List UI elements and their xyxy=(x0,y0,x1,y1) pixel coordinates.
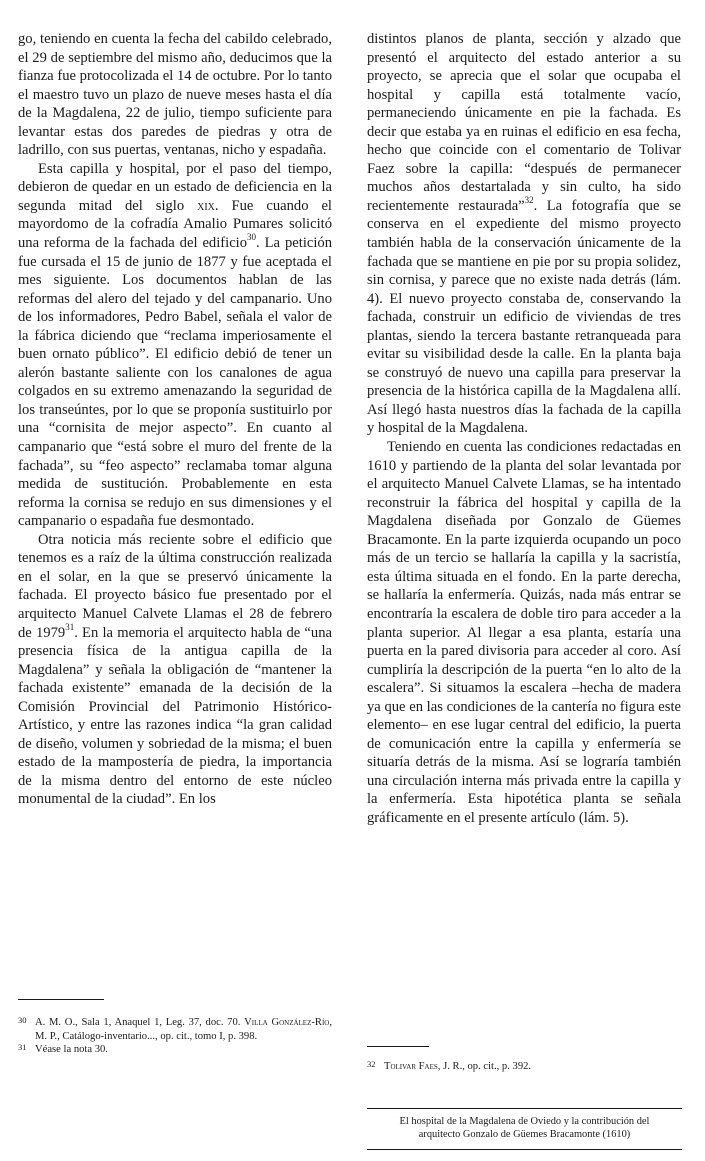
footnote-ref[interactable]: 31 xyxy=(65,621,75,632)
footnote-number: 32 xyxy=(367,1059,376,1069)
footnote: 31 Véase la nota 30. xyxy=(18,1042,108,1056)
footnotes-left xyxy=(18,1016,332,1057)
running-footer-line: arquitecto Gonzalo de Güemes Bracamonte (1610) xyxy=(418,1128,631,1140)
footnotes-right xyxy=(367,1060,681,1074)
footnote-divider xyxy=(367,1046,429,1047)
century-numeral: xix xyxy=(197,197,215,214)
footnote-ref[interactable]: 32 xyxy=(524,195,534,206)
paragraph: Teniendo en cuenta las condiciones redactadas en 1610 y partiendo de la planta del solar levantada por el arquitecto Manuel Calvete Llamas, se ha intentado reconstruir la fábrica del hospital y capilla de la Magdalena diseñada por Gonzalo de Güemes Bracamonte. En la parte izquierda ocupando un poco más de un tercio se hallaría la capilla y la sacristía, esta última situada en el fondo. En la parte derecha, se hallaría la enfermería. Quizás, nada más entrar se encontraría la escalera de doble tiro para acceder a la planta superior. Al llegar a esa planta, estaría una puerta en la pared divisoria para acceder al coro. Así cumpliría la descripción de la puerta “en lo alto de la escalera”. Si situamos la escalera –hecha de madera ya que en las condiciones de la cantería no figura este elemento– en ese lugar central del edificio, la puerta de comunicación entre la capilla y enfermería se situaría detrás de la misma. Así se lograría también una circulación interna más privada entre la capilla y la enfermería. Esta hipotética planta se señala gráficamente en el presente artículo (lám. 5). xyxy=(367,439,681,826)
footnote-ref[interactable]: 30 xyxy=(247,232,257,243)
left-column xyxy=(18,30,332,809)
footnote: 32 Tolivar Faes, J. R., op. cit., p. 392. xyxy=(367,1059,532,1072)
footnote-author: Tolivar Faes xyxy=(384,1061,438,1072)
footnote-number: 30 xyxy=(18,1015,27,1025)
running-footer-line: El hospital de la Magdalena de Oviedo y la contribución del xyxy=(399,1116,650,1127)
paragraph: Otra noticia más reciente sobre el edificio que tenemos es a raíz de la última construcción realizada en el solar, en la que se preservó únicamente la fachada. El proyecto básico fue presentado por el arquitecto Manuel Calvete Llamas el 28 de febrero de 1979$^{31}$. En la memoria el arquitecto habla de “una presencia física de la antigua capilla de la Magdalena” y señala la obligación de “mantener la fachada existente” emanada de la decisión de la Comisión Provincial del Patrimonio Histórico-Artístico, y entre las razones indica “la gran calidad de diseño, volumen y sobriedad de la misma; el buen estado de la mampostería de piedra, la importancia de la misma dentro del entorno de este núcleo monumental de la ciudad”. En los xyxy=(18,531,332,808)
footnote: 30 A. M. O., Sala 1, Anaquel 1, Leg. 37, doc. 70. Villa González-Río, M. P., Catálogo-inventario..., op. cit., tomo I, p. 398. xyxy=(18,1015,332,1042)
paragraph: go, teniendo en cuenta la fecha del cabildo celebrado, el 29 de septiembre del mismo año, deducimos que la fianza fue protocolizada el 14 de octubre. Por lo tanto el maestro tuvo un plazo de nueve meses hasta el día de la Magdalena, 22 de julio, tiempo suficiente para levantar estas dos paredes de piedras y otra de ladrillo, con sus puertas, ventanas, nicho y espadaña. xyxy=(18,31,332,159)
running-footer xyxy=(367,1108,682,1150)
footnote-author: Villa González-Río xyxy=(244,1017,330,1028)
footnote-number: 31 xyxy=(18,1042,27,1053)
footnote-divider xyxy=(18,999,104,1000)
paragraph: Esta capilla y hospital, por el paso del tiempo, debieron de quedar en un estado de deficiencia en la segunda mitad del siglo xix. Fue cuando el mayordomo de la cofradía Amalio Pumares solicitó una reforma de la fachada del edificio$^{30}$. La petición fue cursada el 15 de junio de 1877 y fue aceptada el mes siguiente. Los documentos hablan de las reformas del alero del tejado y del campanario. Uno de los informadores, Pedro Babel, señala el valor de la fábrica diciendo que “reclama imperiosamente el buen ornato público”. El edificio debió de tener un alerón bastante saliente con los canalones de agua colgados en su extremo amenazando la seguridad de los transeúntes, por lo que se proponía sustituirlo por una “cornisita de mejor aspecto”. En cuanto al campanario que “está sobre el muro del frente de la fachada”, su “feo aspecto” reclamaba tomar alguna medida de sustitución. Probablemente en esta reforma la cornisa se redujo en sus dimensiones y el campanario o espadaña fue desmontado. xyxy=(18,160,332,530)
right-column xyxy=(367,30,681,828)
paragraph: distintos planos de planta, sección y alzado que presentó el arquitecto del estado anterior a su proyecto, se aprecia que el solar que ocupaba el hospital y capilla está totalmente vacío, permaneciendo únicamente en pie la fachada. Es decir que estaba ya en ruinas el edificio en esa fecha, hecho que coincide con el comentario de Tolivar Faez sobre la capilla: “después de permanecer muchos años destartalada y sin culto, ha sido recientemente restaurada”$^{32}$. La fotografía que se conserva en el expediente del mismo proyecto también habla de la conservación únicamente de la fachada que se mantiene en pie por su propia solidez, sin cornisa, y parece que no existe nada detrás (lám. 4). El nuevo proyecto constaba de, conservando la fachada, construir un edificio de viviendas de tres plantas, siendo la tercera bastante retranqueada para evitar su visibilidad desde la calle. En la planta baja se construyó de nuevo una capilla para preservar la presencia de la histórica capilla de la Magdalena allí. Así llegó hasta nuestros días la fachada de la capilla y hospital de la Magdalena. xyxy=(367,31,681,437)
